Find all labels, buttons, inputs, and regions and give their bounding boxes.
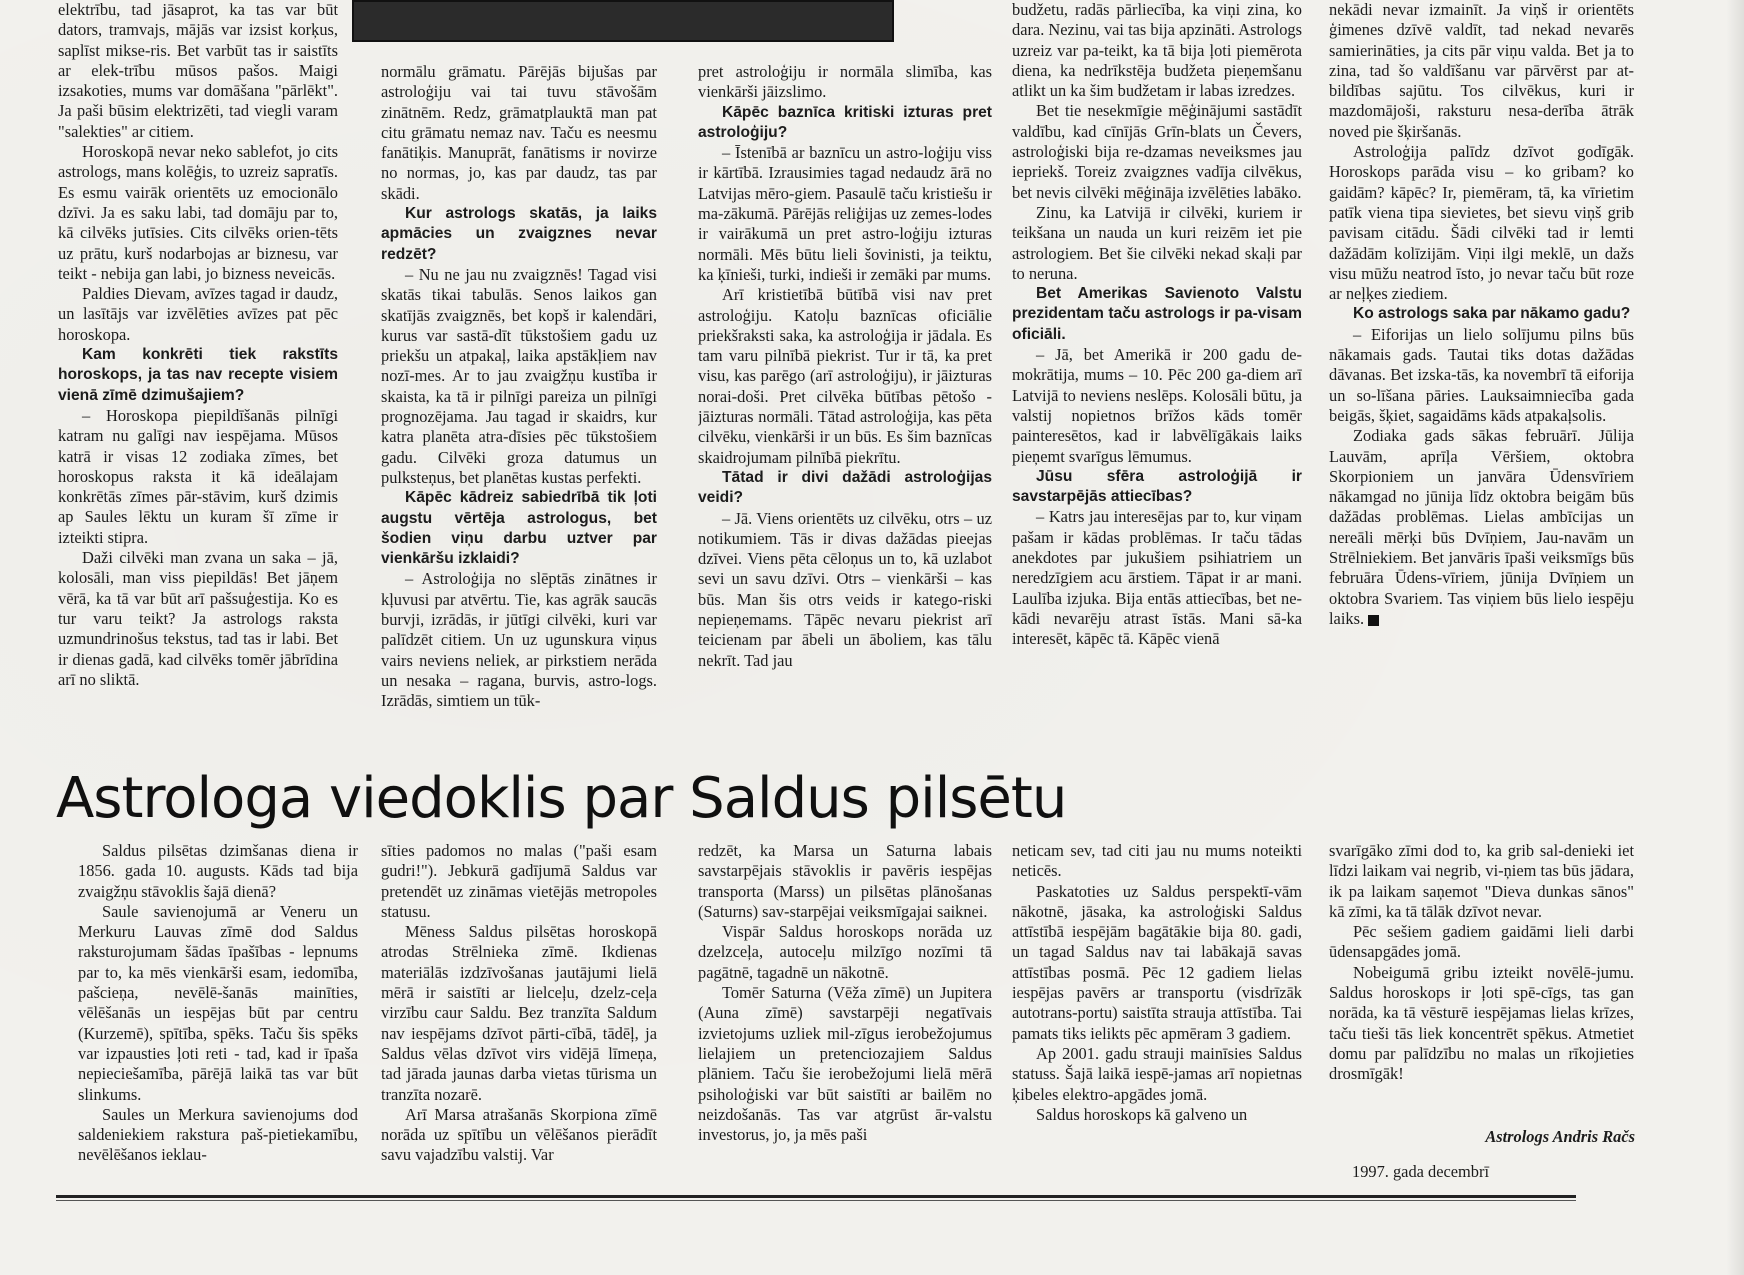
body-paragraph: Paskatoties uz Saldus perspektī-vām nākotnē, jāsaka, ka astroloģiski Saldus attīstībā iespējām bagātākie bija 80. gadi, un tagad Saldus nav tai labākajā savas attīstības posmā. Pēc 12 gadiem lielas iespējas pavērs ar transportu (visdrīzāk autotrans-portu) saistīta strauja attīstība. Tai pamats tiks ielikts pēc apmēram 3 gadiem.	[1012, 881, 1302, 1043]
bottom-column-4	[1012, 841, 1302, 1186]
question-paragraph: Bet Amerikas Savienoto Valstu prezidentam taču astrologs ir pa-visam oficiāli.	[1012, 285, 1302, 343]
body-paragraph: budžetu, radās pārliecība, ka viņi zina, ko dara. Nezinu, vai tas bija apzināti. Astrologs uzreiz var pa-teikt, ka tā bija ļoti piemērota diena, ka nedrīkstēja budžeta pieņemšanu atlikt un ka šim budžetam ir labas izredzes.	[1012, 0, 1302, 101]
author-signature: Astrologs Andris Račs	[1485, 1127, 1635, 1146]
body-paragraph: Saule savienojumā ar Veneru un Merkuru Lauvas zīmē dod Saldus raksturojumam šādas īpašības - lepnums par to, ka mēs vienkārši esam, iedomība, pašcieņa, nevēlē-šanās mainīties, vēlēšanās un iespējas būt par centru (Kurzemē), spītība, spēks. Taču šis spēks var izpausties ļoti reti - tad, kad ir īpaša nepieciešamība, pārējā laikā tas var būt slinkums.	[78, 901, 358, 1104]
body-paragraph: Astroloģija palīdz dzīvot godīgāk. Horoskops parāda visu – ko gribam? ko gaidām? kāpēc? Ir, piemēram, tā, ka vīrietim patīk viena tipa sievietes, bet sievu viņš grib pavisam citādu. Šādi cilvēki tad ir lemti dažādām kolīzijām. Viņi ilgi meklē, un dažs visu mūžu neatrod īsto, jo nevar taču būt roze ar neļķes ziediem.	[1329, 142, 1634, 304]
body-paragraph: Bet tie nesekmīgie mēģinājumi sastādīt valdību, kad cīnījās Grīn-blats un Čevers, astroloģiski bija re-dzamas neveiksmes jau iepriekš. Toreiz zvaigznes vadīja cilvēkus, bet nevis cilvēki mēģināja izvēlēties labāko.	[1012, 101, 1302, 202]
body-paragraph: neticam sev, tad citi jau nu mums noteikti neticēs.	[1012, 841, 1302, 881]
body-paragraph: elektrību, tad jāsaprot, ka tas var būt dators, tramvajs, mājās var izsist korķus, saplīst mikse-ris. Bet varbūt tas ir saistīts ar elek-trību mūsos pašos. Maigi izsakoties, mums var domāšana "pārlēkt". Ja paši būsim elektrizēti, tad viegli varam "salekties" ar citiem.	[58, 0, 338, 141]
bottom-column-3	[698, 841, 992, 1186]
bottom-rule-thin	[56, 1200, 1576, 1201]
body-paragraph: Zinu, ka Latvijā ir cilvēki, kuriem ir teikšana un nauda un kuri reizēm iet pie astrologiem. Bet šie cilvēki nekad skaļi par to neruna.	[1012, 202, 1302, 283]
question-paragraph: Jūsu sfēra astroloģijā ir savstarpējās attiecības?	[1012, 467, 1302, 506]
top-column-4	[1012, 0, 1302, 755]
body-paragraph: Arī kristietībā būtībā visi nav pret astroloģiju. Katoļu baznīcas oficiālie priekšraksti saka, ka astroloģija ir jādala. Es tam varu pilnībā piekrist. Tur ir tā, ka pret visu, kas parēgo (arī astroloģiju), ir jāizturas norai-doši. Pret cilvēka būtības pētošo - jāizturas normāli. Tātad astroloģija, kas pēta cilvēku, vienkārši ir un būs. Es šim baznīcas skaidrojumam pilnībā piekrītu.	[698, 285, 992, 467]
body-paragraph: Mēness Saldus pilsētas horoskopā atrodas Strēlnieka zīmē. Ikdienas materiālās izdzīvošanas jautājumi lielā mērā ir saistīti ar lielceļu, dzelz-ceļa virzību caur Saldu. Bez tranzīta Saldum nav iespējams dzīvot pārti-cībā, tādēļ, ja Saldus vēlas dzīvot virs vidējā līmeņa, tad jārada jaunas darba vietas tūrisma un tranzīta nozarē.	[381, 922, 657, 1104]
body-paragraph: – Jā. Viens orientēts uz cilvēku, otrs – uz notikumiem. Tās ir divas dažādas pieejas dzīvei. Viens pēta cēloņus un to, kā uzlabot sevi un savu dzīvi. Otrs – vienkārši – kas būs. Man šis otrs veids ir katego-riski nepieņemams. Tāpēc nevaru piekrist arī teicienam par ābeli un āboliem, kas tālu nekrīt. Tad jau	[698, 508, 992, 670]
dark-image-block	[352, 0, 894, 42]
body-paragraph: – Horoskopa piepildīšanās pilnīgi katram nu galīgi nav iespējama. Mūsos katrā ir visas 12 zodiaka zīmes, bet horoskopus raksta it kā ideālajam konkrētās zīmes pār-stāvim, kurš dzimis ap Saules lēktu un kuram šī zīme ir izteikti stipra.	[58, 405, 338, 547]
question-paragraph: Kur astrologs skatās, ja laiks apmācies un zvaigznes nevar redzēt?	[381, 205, 657, 263]
question-paragraph: Ko astrologs saka par nākamo gadu?	[1353, 305, 1631, 323]
body-paragraph: redzēt, ka Marsa un Saturna labais savstarpējais stāvoklis ir pavēris iespējas transporta (Marss) un pilsētas plānošanas (Saturns) sav-starpējai veiksmīgajai saiknei.	[698, 841, 992, 921]
body-paragraph: – Astroloģija no slēptās zinātnes ir kļuvusi par atvērtu. Tie, kas agrāk saucās burvji, izrādās, ir jūtīgi cilvēki, kuri var palīdzēt citiem. Un uz ugunskura viņus vairs neviens neliek, ar pirkstiem nerāda un nesaka – ragana, burvis, astro-logs. Izrādās, simtiem un tūk-	[381, 569, 657, 711]
bottom-column-1	[78, 841, 358, 1186]
body-paragraph: – Eiforijas un lielo solījumu pilns būs nākamais gads. Tautai tiks dotas dažādas dāvanas. Bet izska-tās, ka novembrī tā eiforija un so-līšana pāries. Lauksaimniecība gada beigās, šķiet, sagaidāms kāds atpakaļsolis.	[1329, 324, 1634, 425]
body-paragraph: Horoskopā nevar neko sablefot, jo cits astrologs, mans kolēģis, to uzreiz sapratīs. Es esmu vairāk orientēts uz emocionālo dzīvi. Ja es saku labi, tad domāju par to, kā cilvēks jutīsies. Cits cilvēks orien-tēts uz prātu, kurš nodarbojas ar biznesu, var teikt - nebija gan labi, jo bizness neveicās.	[58, 142, 338, 283]
body-paragraph: Saules un Merkura savienojums dod saldeniekiem rakstura paš-pietiekamību, nevēlēšanos ieklau-	[78, 1104, 358, 1165]
body-paragraph: – Jā, bet Amerikā ir 200 gadu de-mokrātija, mums – 10. Pēc 200 ga-diem arī Latvijā to neviens neslēps. Kolosāli būtu, ja valstij nopietnos brīžos kāds tomēr painteresētos, kad ir labvēlīgākais laiks pieņemt svarīgus lēmumus.	[1012, 345, 1302, 466]
body-paragraph: nekādi nevar izmainīt. Ja viņš ir orientēts ģimenes dzīvē valdīt, tad nekad nevarēs samierināties, ja cits pār viņu valda. Bet ja to zina, tad šo valdīšanu var pārvērst par at-bildības sajūtu. Tos cilvēkus, kuri ir mazdomājoši, raksturu nesa-derība ātrāk noved pie šķiršanās.	[1329, 0, 1634, 141]
article-headline: Astrologa viedoklis par Saldus pilsētu	[56, 766, 1067, 831]
body-paragraph: svarīgāko zīmi dod to, ka grib sal-denieki iet līdzi laikam vai negrib, vi-ņiem tas būs jādara, ik pa laikam saņemot "Dieva dunkas sānos" kā zīmi, ka tā tālāk dzīvot nevar.	[1329, 841, 1634, 921]
body-paragraph: Saldus pilsētas dzimšanas diena ir 1856. gada 10. augusts. Kāds tad bija zvaigžņu stāvoklis šajā dienā?	[78, 841, 358, 901]
top-column-5	[1329, 0, 1634, 755]
body-paragraph: Pēc sešiem gadiem gaidāmi lieli darbi ūdensapgādes jomā.	[1329, 922, 1634, 962]
top-column-2	[381, 62, 657, 755]
body-paragraph: Tomēr Saturna (Vēža zīmē) un Jupitera (Auna zīmē) savstarpēji negatīvais izvietojums uzliek mil-zīgus ierobežojumus lielajiem un pretenciozajiem Saldus plāniem. Taču šie ierobežojumi lielā mērā psiholoģiski var būt saistīti ar bailēm no neizdošanās. Tas var atgrūst ār-valstu investorus, jo, ja mēs paši	[698, 983, 992, 1145]
body-paragraph: sīties padomos no malas ("paši esam gudri!"). Jebkurā gadījumā Saldus var pretendēt uz zināmas vietējās metropoles statusu.	[381, 841, 657, 921]
top-column-3	[698, 62, 992, 755]
top-column-1	[58, 0, 338, 755]
article-date: 1997. gada decembrī	[1352, 1162, 1489, 1181]
body-paragraph: – Īstenībā ar baznīcu un astro-loģiju viss ir kārtībā. Izrausimies tagad nedaudz ārā no Latvijas mēro-giem. Pasaulē taču kristiešu ir ma-zākumā. Pārējās reliģijas uz zemes-lodes ir vairākumā un pret astro-loģiju izturas normāli. Mēs būtu lieli šovinisti, ja teiktu, ka ķīnieši, turki, indieši ir zemāki par mums.	[698, 143, 992, 284]
bottom-rule	[56, 1195, 1576, 1198]
body-paragraph: Saldus horoskops kā galveno un	[1036, 1104, 1248, 1124]
question-paragraph: Kam konkrēti tiek rakstīts horoskops, ja tas nav recepte visiem vienā zīmē dzimušajiem?	[58, 346, 338, 404]
question-paragraph: Kāpēc kādreiz sabiedrībā tik ļoti augstu vērtēja astrologus, bet šodien viņu darbu uztver par vienkāršu izklaidi?	[381, 489, 657, 568]
body-paragraph: Zodiaka gads sākas februārī. Jūlija Lauvām, aprīļa Vēršiem, oktobra Skorpioniem un janvāra Ūdensvīriem nākamgad no jūnija līdz oktobra beigām būs dažādas problēmas. Lielas ambīcijas un nereāli mērķi būs Dvīņiem, Jau-navām un Strēlniekiem. Bet janvāris īpaši veiksmīgs būs februāra Ūdens-vīriem, jūnija Dvīņiem un oktobra Svariem. Tas viņiem būs lielo iespēju laiks.	[1329, 426, 1634, 628]
body-paragraph: Paldies Dievam, avīzes tagad ir daudz, un lasītājs var izvēlēties avīzes pat pēc horoskopa.	[58, 284, 338, 344]
body-paragraph: normālu grāmatu. Pārējās bijušas par astroloģiju vai tai tuvu stāvošām zinātnēm. Redz, grāmatplauktā man pat citu grāmatu nemaz nav. Taču es neesmu fanātiķis. Manuprāt, fanātisms ir novirze no normas, jo, kas par daudz, tas par skādi.	[381, 62, 657, 203]
body-paragraph: Vispār Saldus horoskops norāda uz dzelzceļa, autoceļu milzīgo nozīmi tā pagātnē, tagadnē un nākotnē.	[698, 922, 992, 982]
body-paragraph: Nobeigumā gribu izteikt novēlē-jumu. Saldus horoskops ir ļoti spē-cīgs, tas gan norāda, ka tā vēsturē iespējamas lielas krīzes, taču tieši tās liek koncentrēt spēkus. Atmetiet domu par palīdzību no malas un rīkojieties drosmīgāk!	[1329, 962, 1634, 1084]
body-paragraph: – Katrs jau interesējas par to, kur viņam pašam ir kādas problēmas. Ir taču tādas anekdotes par jukušiem psihiatriem un neredzīgiem acu ārstiem. Tāpat ir ar mani. Laulība izjuka. Bija entās attiecības, bet ne-kādi nevarēju atrast īstās. Mani sā-ka interesēt, kāpēc tā. Kāpēc vienā	[1012, 507, 1302, 649]
body-paragraph: Arī Marsa atrašanās Skorpiona zīmē norāda uz spītību un vēlēšanos pierādīt savu vajadzību valstij. Var	[381, 1104, 657, 1165]
body-paragraph: Daži cilvēki man zvana un saka – jā, kolosāli, man viss piepildās! Bet jāņem vērā, ka tā var būt arī pašsuģestija. Ko es tur varu teikt? Ja astrologs raksta uzmundrinošus tekstus, tad tas ir labi. Bet ir dienas gadā, kad cilvēks tomēr jābrīdina arī no sliktā.	[58, 548, 338, 689]
body-paragraph: – Nu ne jau nu zvaigznēs! Tagad visi skatās tikai tabulās. Senos laikos gan skatījās zvaigznēs, bet kopš ir kalendāri, kurus var sastā-dīt tūkstošiem gadu uz priekšu un atpakaļ, laika apstākļiem nav nozī-mes. Ar to jau zvaigžņu kustība ir skaista, ka tā ir pilnīgi pareiza un pilnīgi prognozējama. Jau tagad ir skaidrs, kur katra planēta atra-dīsies pēc tūkstošiem gadu. Cilvēki groza datumus un pulksteņus, bet planētas kustas perfekti.	[381, 264, 657, 487]
page-edge-shadow	[1726, 0, 1744, 1275]
question-paragraph: Tātad ir divi dažādi astroloģijas veidi?	[698, 468, 992, 507]
bottom-column-5	[1329, 841, 1634, 1123]
bottom-column-2	[381, 841, 657, 1186]
body-paragraph: pret astroloģiju ir normāla slimība, kas vienkārši jāizslimo.	[698, 62, 992, 102]
question-paragraph: Kāpēc baznīca kritiski izturas pret astroloģiju?	[698, 103, 992, 141]
body-paragraph: Ap 2001. gadu strauji mainīsies Saldus statuss. Šajā laikā iespē-jamas arī nopietnas ķibeles elektro-apgādes jomā.	[1012, 1043, 1302, 1104]
end-mark	[1368, 615, 1379, 626]
